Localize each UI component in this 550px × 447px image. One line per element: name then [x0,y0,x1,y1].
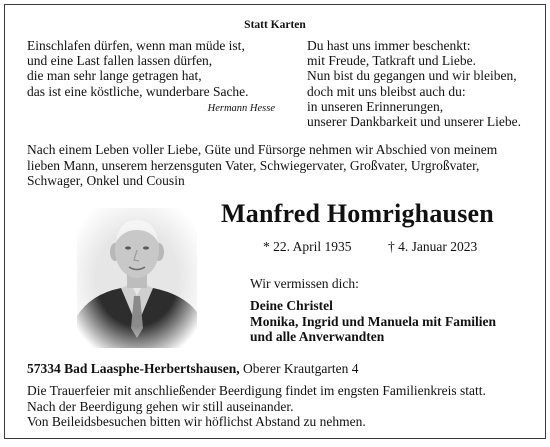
poem-line: mit Freude, Tatkraft und Liebe. [307,53,477,69]
address-street: Oberer Krautgarten 4 [243,361,359,376]
poem-left [27,38,277,116]
intro-text [27,142,539,189]
family-line: Monika, Ingrid und Manuela mit Familien [250,313,497,329]
funeral-info-line: Von Beileidsbesuchen bitten wir höflichst Abstand zu nehmen. [27,414,366,429]
miss-text: Wir vermissen dich: [250,276,359,291]
address-city: 57334 Bad Laasphe-Herbertshausen, [27,361,240,376]
intro-line: Nach einem Leben voller Liebe, Güte und Fürsorge nehmen wir Abschied von meinem [27,142,498,157]
funeral-info [27,383,539,430]
obituary-notice [4,4,546,439]
poem-line: unserer Dankbarkeit und unserer Liebe. [307,114,522,130]
intro-line: Schwager, Onkel und Cousin [27,173,185,188]
family-signatures [250,298,496,345]
birth-date: * 22. April 1935 [263,239,352,254]
poem-line: die man sehr lange getragen hat, [27,68,202,84]
poem-line: Einschlafen dürfen, wenn man müde ist, [27,38,245,53]
address [27,361,358,377]
poem-right [307,38,539,129]
poem-line: Nun bist du gegangen und wir bleiben, [307,68,517,84]
poem-line: das ist eine köstliche, wunderbare Sache. [27,83,249,99]
deceased-name: Manfred Homrighausen [221,199,494,228]
portrait-illustration [77,208,197,348]
death-date: † 4. Januar 2023 [388,239,478,254]
poem-line: doch mit uns bleibst auch du: [307,83,466,99]
poem-line: Du hast uns immer beschenkt: [307,38,471,53]
poem-line: und eine Last fallen lassen dürfen, [27,53,213,69]
intro-line: lieben Mann, unserem herzensguten Vater, Schwiegervater, Großvater, Urgroßvater, [27,157,480,173]
notice-header: Statt Karten [244,19,306,31]
poem-author: Hermann Hesse [207,102,275,114]
family-line: Deine Christel [250,298,333,313]
funeral-info-line: Nach der Beerdigung gehen wir still auseinander. [27,398,294,414]
poem-line: in unseren Erinnerungen, [307,98,444,114]
portrait-photo [77,208,197,348]
funeral-info-line: Die Trauerfeier mit anschließender Beerdigung findet im engsten Familienkreis statt. [27,383,486,398]
family-line: und alle Anverwandten [250,329,385,344]
